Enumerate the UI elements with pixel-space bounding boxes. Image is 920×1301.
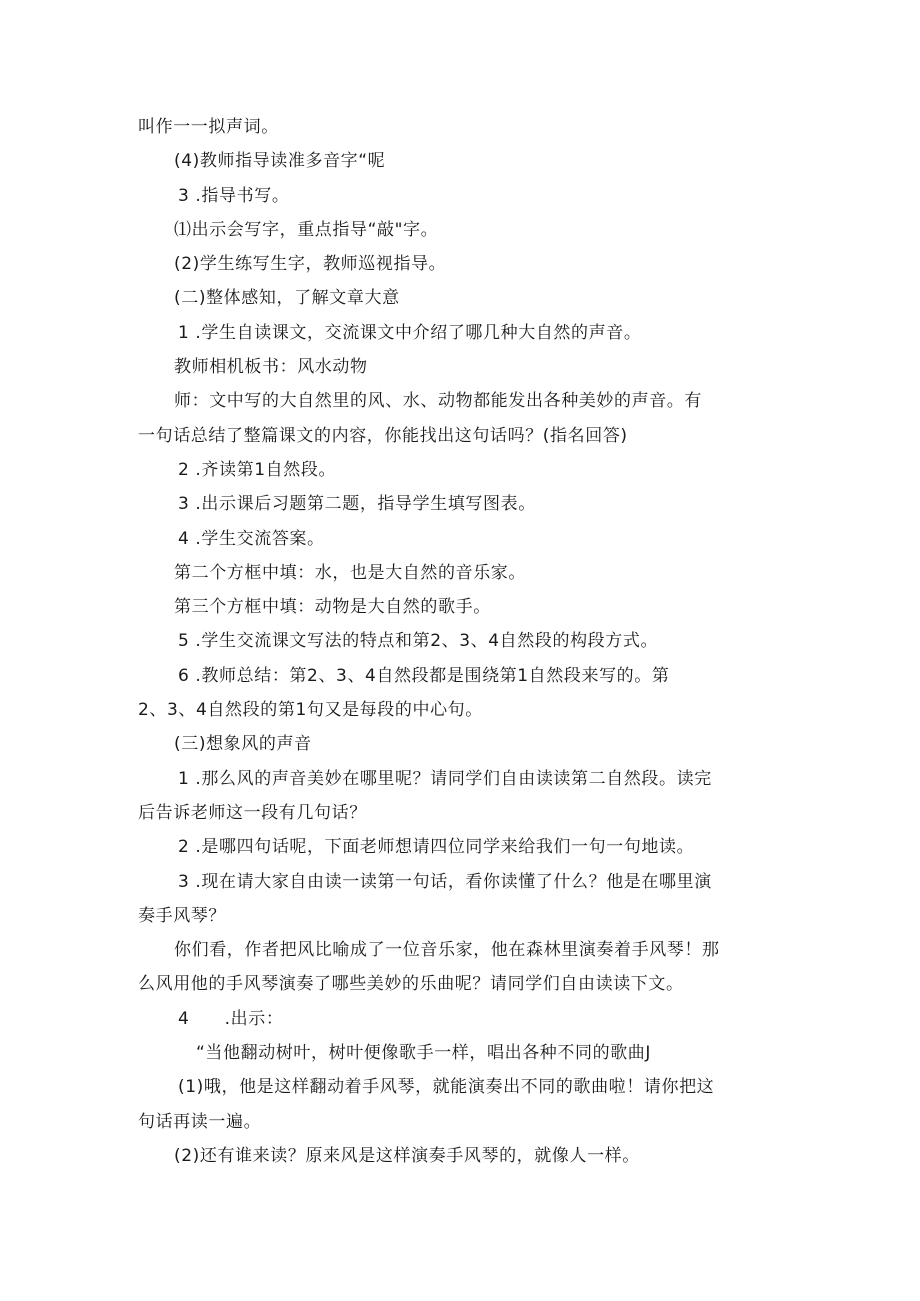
text-line: (4)教师指导读准多音字“呢: [174, 151, 386, 172]
text-line: 教师相机板书：风水动物: [174, 357, 368, 378]
text-line: (二)整体感知，了解文章大意: [174, 288, 400, 309]
text-line: 叫作一一拟声词。: [138, 117, 279, 137]
body-text: [138, 110, 798, 1173]
text-line: 5 .学生交流课文写法的特点和第2、3、4自然段的构段方式。: [178, 631, 659, 652]
text-line: 第二个方框中填：水，也是大自然的音乐家。: [174, 562, 526, 583]
text-line: 3 .出示课后习题第二题，指导学生填写图表。: [178, 494, 536, 515]
text-line: (1)哦，他是这样翻动着手风琴，就能演奏出不同的歌曲啦！请你把这: [178, 1077, 715, 1098]
text-line: 1 .那么风的声音美妙在哪里呢？请同学们自由读读第二自然段。读完: [178, 768, 712, 789]
text-line: 你们看，作者把风比喻成了一位音乐家，他在森林里演奏着手风琴！那: [174, 940, 720, 961]
text-line: 后告诉老师这一段有几句话？: [138, 802, 367, 823]
text-line: (2)学生练写生字，教师巡视指导。: [174, 254, 447, 275]
text-line: 第三个方框中填：动物是大自然的歌手。: [174, 597, 491, 618]
text-line: 师：文中写的大自然里的风、水、动物都能发出各种美妙的声音。有: [174, 391, 702, 412]
text-line: 3 .指导书写。: [178, 185, 290, 206]
text-line: 2 .齐读第1自然段。: [178, 459, 337, 480]
text-line: 1 .学生自读课文，交流课文中介绍了哪几种大自然的声音。: [178, 322, 642, 343]
text-line: ⑴出示会写字，重点指导“敲"字。: [174, 219, 439, 240]
text-line: 2、3、4自然段的第1句又是每段的中心句。: [138, 700, 483, 721]
text-line: “当他翻动树叶，树叶便像歌手一样，唱出各种不同的歌曲J: [196, 1043, 652, 1064]
text-line: 3 .现在请大家自由读一读第一句话，看你读懂了什么？他是在哪里演: [178, 871, 712, 892]
text-line: 句话再读一遍。: [138, 1111, 262, 1132]
text-line: 奏手风琴？: [138, 905, 226, 926]
text-line: 么风用他的手风琴演奏了哪些美妙的乐曲呢？请同学们自由读读下文。: [138, 974, 684, 995]
text-line: 4 .出示：: [178, 1008, 284, 1029]
text-line: 6 .教师总结：第2、3、4自然段都是围绕第1自然段来写的。第: [178, 665, 670, 686]
text-line: 一句话总结了整篇课文的内容，你能找出这句话吗？(指名回答): [138, 425, 628, 446]
text-line: (三)想象风的声音: [174, 734, 312, 755]
text-line: (2)还有谁来读？原来风是这样演奏手风琴的，就像人一样。: [174, 1145, 640, 1166]
text-line: 2 .是哪四句话呢，下面老师想请四位同学来给我们一句一句地读。: [178, 837, 695, 858]
text-line: 4 .学生交流答案。: [178, 528, 325, 549]
